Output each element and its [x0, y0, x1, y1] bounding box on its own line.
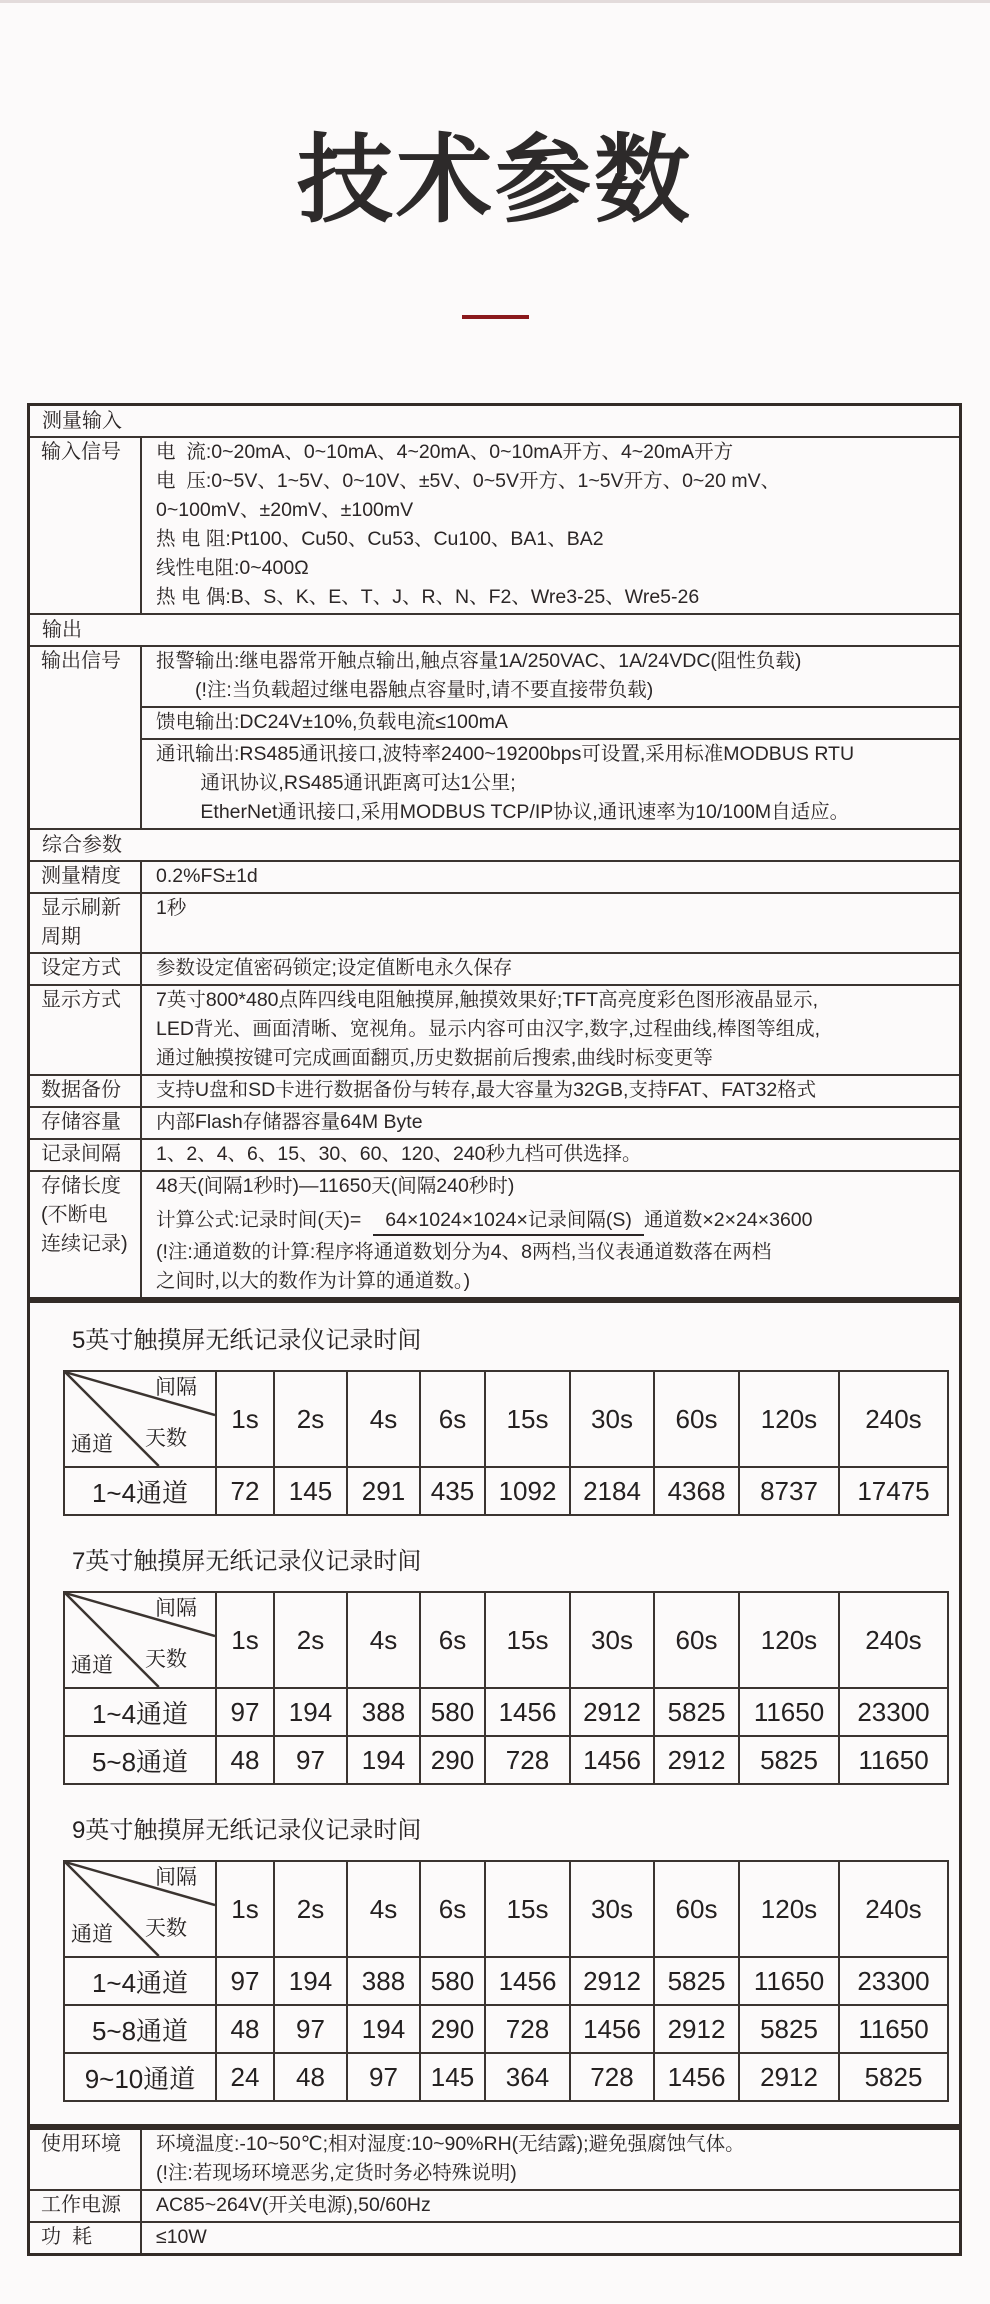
spec-row-label: [30, 1140, 142, 1170]
days-value-cell: 4368: [654, 1467, 739, 1515]
spec-row-value: [142, 1172, 959, 1297]
channel-data-row: [64, 1467, 948, 1515]
spec-row-label: [30, 954, 142, 984]
interval-column-header: 60s: [654, 1861, 739, 1957]
spec-value-line: EtherNet通讯接口,采用MODBUS TCP/IP协议,通讯速率为10/100M自适应。: [156, 801, 850, 823]
spec-row-label: [30, 894, 142, 952]
spec-row-setting-mode: [30, 952, 959, 984]
spec-value-line: (!注:若现场环境恶劣,定货时务必特殊说明): [156, 2162, 517, 2184]
spec-value-cell: [142, 894, 959, 924]
spec-value-line: 7英寸800*480点阵四线电阻触摸屏,触摸效果好;TFT高亮度彩色图形液晶显示,: [156, 989, 818, 1011]
formula-note-line: (!注:通道数的计算:程序将通道数划分为4、8两档,当仪表通道数落在两档: [156, 1241, 772, 1263]
channel-data-row: [64, 1688, 948, 1736]
spec-value-cell: [142, 1076, 959, 1106]
interval-column-header: 4s: [347, 1861, 420, 1957]
interval-column-header: 240s: [839, 1861, 948, 1957]
days-value-cell: 11650: [839, 2005, 948, 2053]
spec-row-power-consumption: [30, 2221, 959, 2253]
spec-value-line: 馈电输出:DC24V±10%,负载电流≤100mA: [156, 711, 508, 733]
spec-value-cell: [142, 647, 959, 706]
days-value-cell: 48: [216, 1736, 274, 1784]
days-value-cell: 194: [274, 1957, 347, 2005]
interval-column-header: 1s: [216, 1592, 274, 1688]
spec-value-line: 电 流:0~20mA、0~10mA、4~20mA、0~10mA开方、4~20mA开方: [156, 441, 734, 463]
spec-table: [27, 403, 962, 1300]
spec-row-label-line: 输出信号: [41, 650, 121, 672]
corner-days-label: 天数: [145, 1917, 187, 1940]
spec-value-cell: [142, 954, 959, 984]
spec-row-label: [30, 2223, 142, 2253]
spec-value-cell: [142, 438, 959, 613]
table-title-7-inch: 7英寸触摸屏无纸记录仪记录时间: [72, 1548, 422, 1575]
spec-row-label-line: 数据备份: [41, 1079, 121, 1101]
spec-value-line: 内部Flash存储器容量64M Byte: [156, 1111, 423, 1133]
channel-data-row: [64, 2053, 948, 2101]
spec-value-cell: [142, 2191, 959, 2221]
corner-days-label: 天数: [145, 1427, 187, 1450]
formula-numerator: 64×1024×1024×记录间隔(S): [373, 1209, 644, 1236]
days-value-cell: 97: [274, 1736, 347, 1784]
spec-value-line: 1秒: [156, 897, 187, 919]
days-value-cell: 290: [420, 2005, 485, 2053]
spec-value-line: 热 电 阻:Pt100、Cu50、Cu53、Cu100、BA1、BA2: [156, 528, 604, 550]
days-value-cell: 580: [420, 1688, 485, 1736]
channel-row-label: 5~8通道: [64, 2005, 216, 2053]
spec-row-operating-environment: [30, 2130, 959, 2189]
days-value-cell: 5825: [654, 1957, 739, 2005]
channel-data-row: [64, 1957, 948, 2005]
days-value-cell: 8737: [739, 1467, 839, 1515]
interval-column-header: 30s: [570, 1592, 654, 1688]
spec-row-label: [30, 1108, 142, 1138]
days-value-cell: 2912: [654, 1736, 739, 1784]
spec-row-label: [30, 1076, 142, 1106]
interval-column-header: 240s: [839, 1592, 948, 1688]
spec-row-value: [142, 954, 959, 984]
environment-power-table: [27, 2127, 962, 2256]
days-value-cell: 290: [420, 1736, 485, 1784]
days-value-cell: 48: [216, 2005, 274, 2053]
channel-row-label: 9~10通道: [64, 2053, 216, 2101]
days-value-cell: 728: [570, 2053, 654, 2101]
spec-value-line: 1、2、4、6、15、30、60、120、240秒九档可供选择。: [156, 1143, 642, 1165]
spec-row-value: [142, 2130, 959, 2189]
spec-row-label: [30, 862, 142, 892]
days-value-cell: 388: [347, 1688, 420, 1736]
corner-interval-label: 间隔: [155, 1866, 197, 1889]
spec-value-cell: [142, 1172, 959, 1297]
spec-value-cell: [142, 706, 959, 738]
days-value-cell: 1092: [485, 1467, 570, 1515]
spec-value-line: LED背光、画面清晰、宽视角。显示内容可由汉字,数字,过程曲线,棒图等组成,: [156, 1018, 821, 1040]
spec-row-value: [142, 647, 959, 828]
spec-row-label-line: 显示刷新: [41, 897, 121, 919]
recording-table-5-inch: [63, 1370, 949, 1516]
spec-row-value: [142, 2191, 959, 2221]
days-value-cell: 5825: [654, 1688, 739, 1736]
days-value-cell: 728: [485, 1736, 570, 1784]
days-value-cell: 1456: [654, 2053, 739, 2101]
recording-time-tables: [27, 1300, 962, 2127]
days-value-cell: 2912: [570, 1957, 654, 2005]
formula-denominator: 通道数×2×24×3600: [643, 1209, 813, 1231]
days-value-cell: 194: [274, 1688, 347, 1736]
corner-days-label: 天数: [145, 1648, 187, 1671]
interval-column-header: 2s: [274, 1371, 347, 1467]
spec-value-line: 电 压:0~5V、1~5V、0~10V、±5V、0~5V开方、1~5V开方、0~20 mV、: [156, 470, 781, 492]
spec-row-value: [142, 986, 959, 1074]
formula-prefix: 计算公式:记录时间(天)=: [156, 1209, 362, 1231]
interval-column-header: 120s: [739, 1861, 839, 1957]
spec-row-label: [30, 647, 142, 828]
diagonal-header-cell: [64, 1592, 216, 1688]
spec-value-cell: [142, 862, 959, 892]
interval-column-header: 30s: [570, 1861, 654, 1957]
spec-row-label-line: 使用环境: [41, 2133, 121, 2155]
spec-row-display-mode: [30, 984, 959, 1074]
spec-value-line: 参数设定值密码锁定;设定值断电永久保存: [156, 957, 513, 979]
spec-row-value: [142, 1140, 959, 1170]
recording-table-7-inch: [63, 1591, 949, 1785]
days-value-cell: 5825: [739, 2005, 839, 2053]
interval-column-header: 2s: [274, 1861, 347, 1957]
interval-column-header: 15s: [485, 1371, 570, 1467]
interval-column-header: 120s: [739, 1371, 839, 1467]
days-value-cell: 728: [485, 2005, 570, 2053]
days-value-cell: 388: [347, 1957, 420, 2005]
days-value-cell: 11650: [839, 1736, 948, 1784]
spec-value-cell: [142, 1140, 959, 1170]
days-value-cell: 23300: [839, 1957, 948, 2005]
spec-row-refresh-cycle: [30, 892, 959, 952]
corner-channel-label: 通道: [71, 1923, 113, 1946]
days-value-cell: 1456: [485, 1688, 570, 1736]
days-value-cell: 72: [216, 1467, 274, 1515]
spec-row-label-line: 连续记录): [41, 1233, 128, 1255]
interval-column-header: 15s: [485, 1592, 570, 1688]
spec-value-line: 支持U盘和SD卡进行数据备份与转存,最大容量为32GB,支持FAT、FAT32格式: [156, 1079, 817, 1101]
days-value-cell: 48: [274, 2053, 347, 2101]
interval-column-header: 30s: [570, 1371, 654, 1467]
days-value-cell: 1456: [485, 1957, 570, 2005]
top-strip: [0, 0, 990, 3]
spec-row-storage-capacity: [30, 1106, 959, 1138]
table-title-5-inch: 5英寸触摸屏无纸记录仪记录时间: [72, 1327, 422, 1354]
page-title: 技术参数: [297, 127, 693, 234]
days-value-cell: 2912: [739, 2053, 839, 2101]
days-value-cell: 435: [420, 1467, 485, 1515]
spec-value-line: 0.2%FS±1d: [156, 865, 258, 887]
spec-value-line: 0~100mV、±20mV、±100mV: [156, 499, 414, 521]
spec-row-value: [142, 862, 959, 892]
days-value-cell: 2912: [654, 2005, 739, 2053]
corner-interval-label: 间隔: [155, 1376, 197, 1399]
spec-row-label-line: 存储长度: [41, 1175, 121, 1197]
interval-column-header: 240s: [839, 1371, 948, 1467]
section-header-measurement-input: 测量输入: [42, 410, 122, 432]
corner-interval-label: 间隔: [155, 1597, 197, 1620]
spec-row-accuracy: [30, 860, 959, 892]
channel-row-label: 1~4通道: [64, 1688, 216, 1736]
spec-value-line: AC85~264V(开关电源),50/60Hz: [156, 2194, 431, 2216]
spec-value-line: 通讯输出:RS485通讯接口,波特率2400~19200bps可设置,采用标准MODBUS RTU: [156, 743, 855, 765]
spec-row-label: [30, 986, 142, 1074]
spec-value-line: 线性电阻:0~400Ω: [156, 557, 309, 579]
storage-days-range: 48天(间隔1秒时)—11650天(间隔240秒时): [156, 1175, 515, 1197]
spec-row-label-line: 设定方式: [41, 957, 121, 979]
interval-column-header: 6s: [420, 1592, 485, 1688]
spec-value-cell: [142, 2223, 959, 2253]
table-title-9-inch: 9英寸触摸屏无纸记录仪记录时间: [72, 1817, 422, 1844]
spec-row-label-line: 记录间隔: [41, 1143, 121, 1165]
spec-value-line: 报警输出:继电器常开触点输出,触点容量1A/250VAC、1A/24VDC(阻性负载): [156, 650, 802, 672]
interval-column-header: 1s: [216, 1371, 274, 1467]
spec-value-cell: [142, 738, 959, 828]
days-value-cell: 145: [274, 1467, 347, 1515]
spec-row-value: [142, 438, 959, 613]
channel-row-label: 1~4通道: [64, 1957, 216, 2005]
spec-row-storage-length: [30, 1170, 959, 1297]
section-header-general-params: 综合参数: [30, 828, 959, 860]
spec-row-label: [30, 1172, 142, 1297]
diagonal-header-cell: [64, 1861, 216, 1957]
channel-row-label: 5~8通道: [64, 1736, 216, 1784]
interval-column-header: 6s: [420, 1861, 485, 1957]
days-value-cell: 23300: [839, 1688, 948, 1736]
spec-row-input-signal: [30, 436, 959, 613]
spec-value-line: ≤10W: [156, 2226, 207, 2248]
spec-row-power-supply: [30, 2189, 959, 2221]
spec-value-line: 通讯协议,RS485通讯距离可达1公里;: [156, 772, 516, 794]
spec-value-line: 环境温度:-10~50℃;相对湿度:10~90%RH(无结露);避免强腐蚀气体。: [156, 2133, 745, 2155]
days-value-cell: 2912: [570, 1688, 654, 1736]
title-divider-line: [462, 315, 529, 319]
days-value-cell: 291: [347, 1467, 420, 1515]
days-value-cell: 1456: [570, 2005, 654, 2053]
interval-column-header: 4s: [347, 1592, 420, 1688]
days-value-cell: 2184: [570, 1467, 654, 1515]
spec-row-label-line: 存储容量: [41, 1111, 121, 1133]
days-value-cell: 11650: [739, 1688, 839, 1736]
spec-row-label: [30, 438, 142, 613]
spec-value-line: 热 电 偶:B、S、K、E、T、J、R、N、F2、Wre3-25、Wre5-26: [156, 586, 700, 608]
diagonal-header-cell: [64, 1371, 216, 1467]
interval-column-header: 6s: [420, 1371, 485, 1467]
days-value-cell: 194: [347, 1736, 420, 1784]
recording-table-9-inch: [63, 1860, 949, 2102]
days-value-cell: 364: [485, 2053, 570, 2101]
spec-value-cell: [142, 2130, 959, 2189]
days-value-cell: 194: [347, 2005, 420, 2053]
spec-row-label-line: 功 耗: [41, 2226, 93, 2248]
record-time-formula: [156, 1206, 953, 1235]
corner-channel-label: 通道: [71, 1433, 113, 1456]
interval-column-header: 120s: [739, 1592, 839, 1688]
spec-row-value: [142, 894, 959, 952]
days-value-cell: 5825: [839, 2053, 948, 2101]
days-value-cell: 97: [347, 2053, 420, 2101]
spec-row-label: [30, 2130, 142, 2189]
table-header-row: [64, 1861, 948, 1957]
days-value-cell: 97: [216, 1957, 274, 2005]
spec-value-line: (!注:当负载超过继电器触点容量时,请不要直接带负载): [156, 679, 654, 701]
table-header-row: [64, 1371, 948, 1467]
spec-value-cell: [142, 1108, 959, 1138]
days-value-cell: 11650: [739, 1957, 839, 2005]
days-value-cell: 24: [216, 2053, 274, 2101]
interval-column-header: 60s: [654, 1592, 739, 1688]
spec-row-label-line: 显示方式: [41, 989, 121, 1011]
days-value-cell: 5825: [739, 1736, 839, 1784]
spec-row-label-line: 输入信号: [41, 441, 121, 463]
spec-row-label-line: 测量精度: [41, 865, 121, 887]
spec-row-label-line: (不断电: [41, 1204, 108, 1226]
channel-row-label: 1~4通道: [64, 1467, 216, 1515]
spec-row-record-interval: [30, 1138, 959, 1170]
spec-value-cell: [142, 986, 959, 1074]
channel-data-row: [64, 1736, 948, 1784]
spec-row-value: [142, 1108, 959, 1138]
days-value-cell: 17475: [839, 1467, 948, 1515]
formula-note-line: 之间时,以大的数作为计算的通道数。): [156, 1270, 471, 1292]
spec-value-line: 通过触摸按键可完成画面翻页,历史数据前后搜索,曲线时标变更等: [156, 1047, 713, 1069]
table-header-row: [64, 1592, 948, 1688]
spec-row-output-signal: [30, 645, 959, 828]
corner-channel-label: 通道: [71, 1654, 113, 1677]
spec-row-label: [30, 2191, 142, 2221]
spec-row-value: [142, 2223, 959, 2253]
interval-column-header: 2s: [274, 1592, 347, 1688]
days-value-cell: 1456: [570, 1736, 654, 1784]
spec-row-label-line: 周期: [41, 926, 81, 948]
days-value-cell: 145: [420, 2053, 485, 2101]
section-header-output: 输出: [30, 613, 959, 645]
spec-row-label-line: 工作电源: [41, 2194, 121, 2216]
interval-column-header: 1s: [216, 1861, 274, 1957]
days-value-cell: 97: [216, 1688, 274, 1736]
spec-row-value: [142, 1076, 959, 1106]
formula-fraction: [373, 1206, 812, 1235]
spec-row-data-backup: [30, 1074, 959, 1106]
days-value-cell: 580: [420, 1957, 485, 2005]
interval-column-header: 4s: [347, 1371, 420, 1467]
channel-data-row: [64, 2005, 948, 2053]
interval-column-header: 60s: [654, 1371, 739, 1467]
days-value-cell: 97: [274, 2005, 347, 2053]
interval-column-header: 15s: [485, 1861, 570, 1957]
